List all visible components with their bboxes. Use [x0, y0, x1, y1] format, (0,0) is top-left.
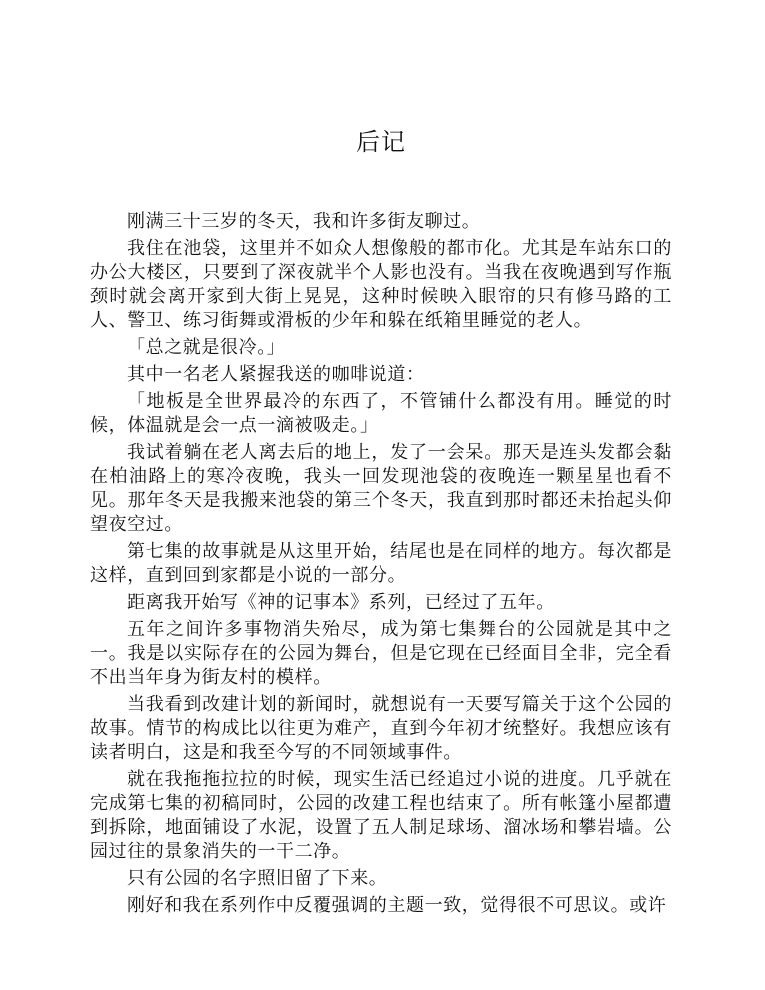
paragraph: 距离我开始写《神的记事本》系列，已经过了五年。 [127, 592, 555, 613]
paragraph: 刚满三十三岁的冬天，我和许多街友聊过。 [127, 211, 481, 232]
paragraph: 刚好和我在系列作中反覆强调的主题一致，觉得很不可思议。或许 [127, 895, 667, 916]
paragraph: 我试着躺在老人离去后的地上，发了一会呆。那天是连头发都会黏在柏油路上的寒冷夜晚，我头一回发现池袋的夜晚连一颗星星也看不见。那年冬天是我搬来池袋的第三个冬天，我直到那时都还未抬起头仰望夜空过。 [90, 442, 672, 535]
paragraph: 「总之就是很冷。」 [127, 337, 286, 358]
paragraph: 其中一名老人紧握我送的咖啡说道： [127, 364, 425, 385]
paragraph: 「地板是全世界最冷的东西了，不管铺什么都没有用。睡觉的时候，体温就是会一点一滴被吸走。」 [90, 391, 672, 436]
paragraph: 就在我拖拖拉拉的时候，现实生活已经追过小说的进度。几乎就在完成第七集的初稿同时，公园的改建工程也结束了。所有帐篷小屋都遭到拆除，地面铺设了水泥，设置了五人制足球场、溜冰场和攀岩墙。公园过往的景象消失的一干二净。 [90, 769, 672, 862]
document-body [90, 210, 672, 921]
paragraph: 五年之间许多事物消失殆尽，成为第七集舞台的公园就是其中之一。我是以实际存在的公园为舞台，但是它现在已经面目全非，完全看不出当年身为街友村的模样。 [90, 619, 672, 688]
paragraph: 第七集的故事就是从这里开始，结尾也是在同样的地方。每次都是这样，直到回到家都是小说的一部分。 [90, 541, 672, 586]
paragraph: 只有公园的名字照旧留了下来。 [127, 868, 388, 889]
chapter-title: 后记 [356, 128, 406, 156]
paragraph: 我住在池袋，这里并不如众人想像般的都市化。尤其是车站东口的办公大楼区，只要到了深夜就半个人影也没有。当我在夜晚遇到写作瓶颈时就会离开家到大街上晃晃，这种时候映入眼帘的只有修马路的工人、警卫、练习街舞或滑板的少年和躲在纸箱里睡觉的老人。 [90, 238, 672, 331]
paragraph: 当我看到改建计划的新闻时，就想说有一天要写篇关于这个公园的故事。情节的构成比以往更为难产，直到今年初才统整好。我想应该有读者明白，这是和我至今写的不同领域事件。 [90, 694, 672, 763]
